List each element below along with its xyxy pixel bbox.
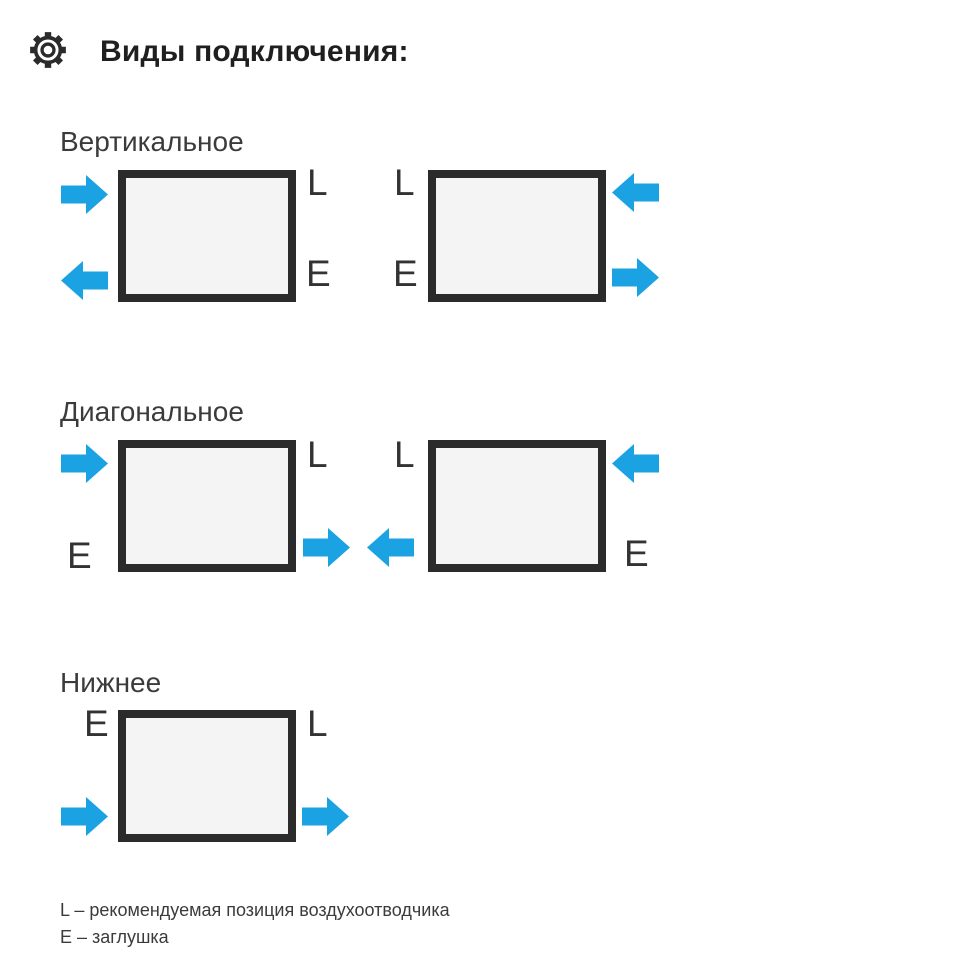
radiator-box	[428, 440, 606, 572]
legend-line-plug: E – заглушка	[60, 927, 169, 947]
radiator-box	[118, 440, 296, 572]
flow-arrow-right-icon	[61, 444, 108, 483]
port-letter-e: E	[67, 535, 92, 576]
section-label: Диагональное	[60, 396, 244, 427]
flow-arrow-right-icon	[61, 175, 108, 214]
flow-arrow-left-icon	[61, 261, 108, 300]
port-letter-l: L	[307, 162, 328, 203]
port-letter-l: L	[307, 703, 328, 744]
flow-arrow-right-icon	[61, 797, 108, 836]
gear-icon	[26, 28, 70, 72]
flow-arrow-right-icon	[303, 528, 350, 567]
port-letter-l: L	[307, 434, 328, 475]
radiator-box	[428, 170, 606, 302]
legend	[60, 897, 450, 951]
port-letter-e: E	[393, 253, 418, 294]
port-letter-l: L	[394, 434, 415, 475]
radiator-box	[118, 710, 296, 842]
radiator-box	[118, 170, 296, 302]
flow-arrow-right-icon	[612, 258, 659, 297]
port-letter-e: E	[624, 533, 649, 574]
section-label: Вертикальное	[60, 126, 244, 157]
section-label: Нижнее	[60, 667, 162, 698]
flow-arrow-left-icon	[367, 528, 414, 567]
legend-line-air-vent: L – рекомендуемая позиция воздухоотводчика	[60, 900, 450, 920]
flow-arrow-left-icon	[612, 173, 659, 212]
port-letter-e: E	[306, 253, 331, 294]
flow-arrow-right-icon	[302, 797, 349, 836]
port-letter-l: L	[394, 162, 415, 203]
page-title: Виды подключения:	[100, 35, 409, 68]
flow-arrow-left-icon	[612, 444, 659, 483]
port-letter-e: E	[84, 703, 109, 744]
